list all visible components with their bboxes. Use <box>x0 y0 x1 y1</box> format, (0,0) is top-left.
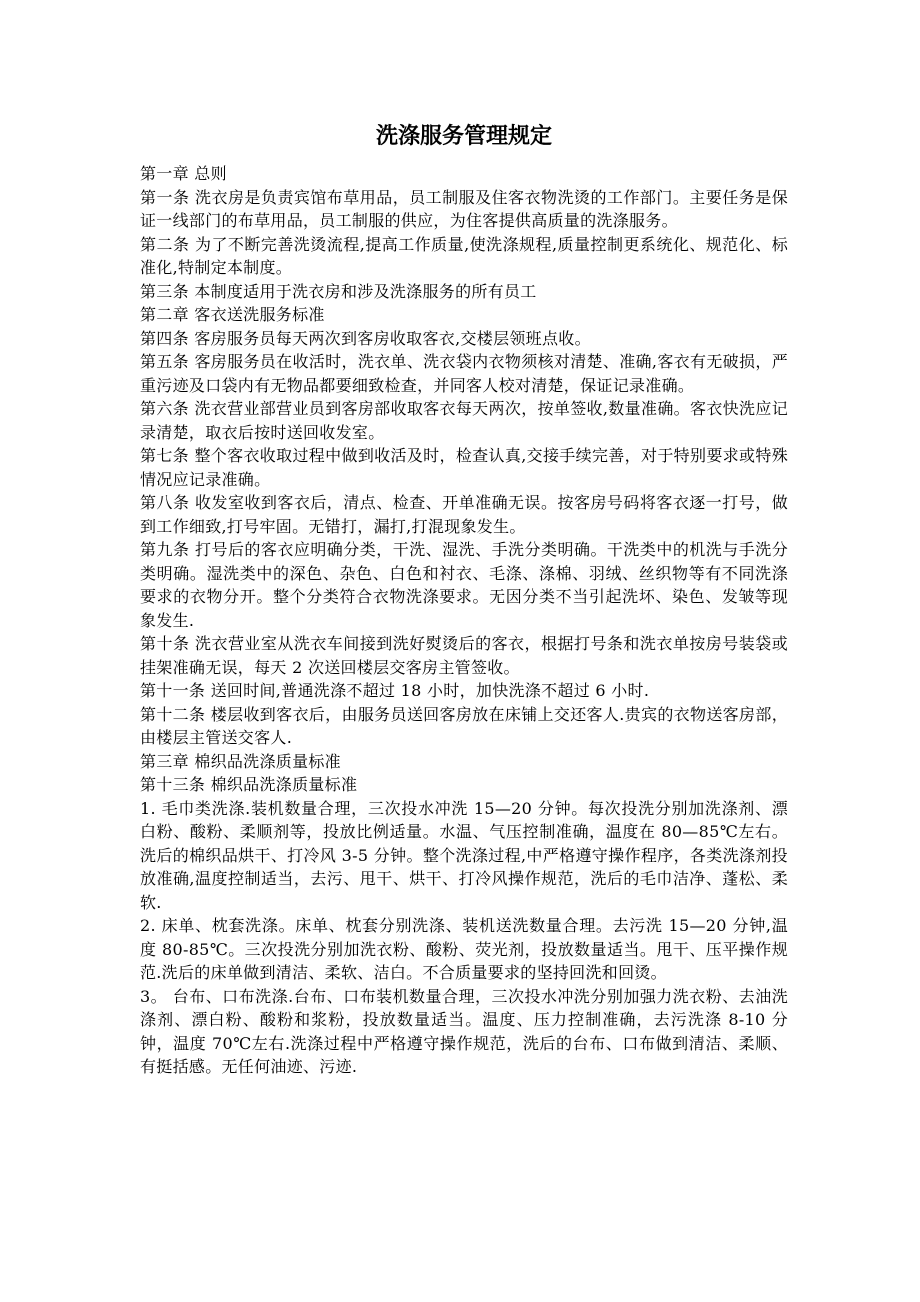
standard-item-3: 3。 台布、口布洗涤.台布、口布装机数量合理，三次投水冲洗分别加强力洗衣粉、去油洗涤剂、漂白粉、酸粉和浆粉，投放数量适当。温度、压力控制准确，去污洗涤 8-10 分钟，温度 70℃左右.洗涤过程中严格遵守操作规范，洗后的台布、口布做到清洁、柔顺、有挺括感。无任何油迹、污迹. <box>140 986 788 1076</box>
chapter-heading-1: 第一章 总则 <box>140 164 227 183</box>
standard-item-1: 1. 毛巾类洗涤.装机数量合理，三次投水冲洗 15—20 分钟。每次投洗分别加洗涤剂、漂白粉、酸粉、柔顺剂等，投放比例适量。水温、气压控制准确，温度在 80—85℃左右。洗后的棉织品烘干、打冷风 3-5 分钟。整个洗涤过程,中严格遵守操作程序，各类洗涤剂投放准确,温度控制适当，去污、甩干、烘干、打冷风操作规范，洗后的毛巾洁净、蓬松、柔软. <box>140 798 788 912</box>
article-7: 第七条 整个客衣收取过程中做到收活及时，检查认真,交接手续完善，对于特别要求或特殊情况应记录准确。 <box>140 446 788 489</box>
document-title: 洗涤服务管理规定 <box>375 124 552 149</box>
article-1: 第一条 洗衣房是负责宾馆布草用品，员工制服及住客衣物洗烫的工作部门。主要任务是保证一线部门的布草用品，员工制服的供应，为住客提供高质量的洗涤服务。 <box>140 187 788 230</box>
document-page <box>140 112 788 1079</box>
article-9: 第九条 打号后的客衣应明确分类，干洗、湿洗、手洗分类明确。干洗类中的机洗与手洗分类明确。湿洗类中的深色、杂色、白色和衬衣、毛涤、涤棉、羽绒、丝织物等有不同洗涤要求的衣物分开。整个分类符合衣物洗涤要求。无因分类不当引起洗坏、染色、发皱等现象发生. <box>140 540 788 630</box>
article-13: 第十三条 棉织品洗涤质量标准 <box>140 775 358 794</box>
standard-item-2: 2. 床单、枕套洗涤。床单、枕套分别洗涤、装机送洗数量合理。去污洗 15—20 分钟,温度 80-85℃。三次投洗分别加洗衣粉、酸粉、荧光剂，投放数量适当。甩干、压平操作规范.洗后的床单做到清洁、柔软、洁白。不合质量要求的坚持回洗和回烫。 <box>140 916 788 982</box>
article-2: 第二条 为了不断完善洗烫流程,提高工作质量,使洗涤规程,质量控制更系统化、规范化、标准化,特制定本制度。 <box>140 234 788 277</box>
article-6: 第六条 洗衣营业部营业员到客房部收取客衣每天两次，按单签收,数量准确。客衣快洗应记录清楚，取衣后按时送回收发室。 <box>140 399 788 442</box>
article-5: 第五条 客房服务员在收活时，洗衣单、洗衣袋内衣物须核对清楚、准确,客衣有无破损，严重污迹及口袋内有无物品都要细致检查，并同客人校对清楚，保证记录准确。 <box>140 352 788 395</box>
article-4: 第四条 客房服务员每天两次到客房收取客衣,交楼层领班点收。 <box>140 328 591 348</box>
chapter-heading-2: 第二章 客衣送洗服务标准 <box>140 305 325 324</box>
document-body <box>140 162 788 1079</box>
article-12: 第十二条 楼层收到客衣后，由服务员送回客房放在床铺上交还客人.贵宾的衣物送客房部，由楼层主管送交客人. <box>140 704 788 747</box>
article-8: 第八条 收发室收到客衣后，清点、检查、开单准确无误。按客房号码将客衣逐一打号，做到工作细致,打号牢固。无错打，漏打,打混现象发生。 <box>140 493 788 536</box>
article-10: 第十条 洗衣营业室从洗衣车间接到洗好熨烫后的客衣，根据打号条和洗衣单按房号装袋或挂架准确无误，每天 2 次送回楼层交客房主管签收。 <box>140 634 788 677</box>
article-11: 第十一条 送回时间,普通洗涤不超过 18 小时，加快洗涤不超过 6 小时. <box>140 681 650 700</box>
chapter-heading-3: 第三章 棉织品洗涤质量标准 <box>140 751 341 771</box>
article-3: 第三条 本制度适用于洗衣房和涉及洗涤服务的所有员工 <box>140 281 537 301</box>
